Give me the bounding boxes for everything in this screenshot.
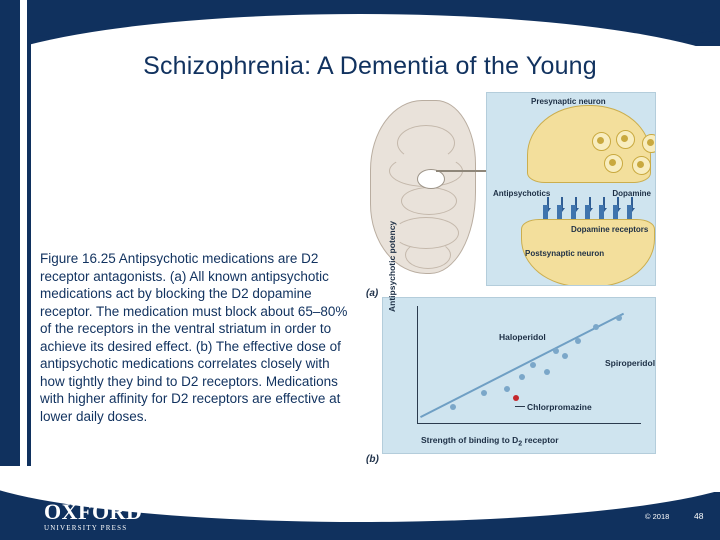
chart-y-axis (417, 306, 418, 424)
chart-plot-area (417, 306, 656, 424)
brain-fold (401, 187, 457, 215)
chart-annotation-spiroperidol: Spiroperidol (605, 358, 656, 368)
chart-point (616, 315, 622, 321)
logo-wordmark: OXFORD (44, 499, 143, 524)
left-decorative-stripe (0, 0, 27, 540)
vesicle (604, 154, 623, 173)
ventral-striatum-region (417, 169, 445, 189)
synapse-diagram (486, 92, 656, 286)
chart-annotation-chlorpromazine: Chlorpromazine (527, 402, 592, 412)
chart-point (481, 390, 487, 396)
chart-x-axis (417, 423, 641, 424)
dopamine-receptor (585, 205, 590, 219)
dopamine-receptor (557, 205, 562, 219)
chart-point (530, 362, 536, 368)
label-presynaptic-neuron: Presynaptic neuron (531, 97, 606, 106)
chart-point (575, 338, 581, 344)
vesicle (642, 134, 656, 153)
chart-point (519, 374, 525, 380)
label-antipsychotics: Antipsychotics (493, 189, 551, 198)
slide-number-footer: 48 (694, 511, 704, 521)
left-stripe-accent (27, 0, 31, 540)
chart-point (544, 369, 550, 375)
figure-panel-a (362, 92, 654, 284)
label-dopamine-receptors: Dopamine receptors (571, 225, 649, 234)
dopamine-receptor (613, 205, 618, 219)
ventral-striatum-pointer (436, 170, 486, 172)
vesicle (592, 132, 611, 151)
left-stripe-white-gap (20, 0, 27, 540)
label-postsynaptic-neuron: Postsynaptic neuron (525, 249, 605, 258)
figure-caption: Figure 16.25 Antipsychotic medications are D2 receptor antagonists. (a) All known antipsychotic medications act by blocking the D2 dopamine receptor. The medication must block about 65–80% of the receptors in the ventral striatum in order to achieve its desired effect. (b) The effective dose of antipsychotic medications correlates closely with how tightly they bind to D2 receptors. Medications with higher affinity for D2 receptors are effective at lower daily doses. (40, 251, 348, 424)
panel-a-tag: (a) (366, 288, 379, 299)
chart-point-chlorpromazine (513, 395, 519, 401)
copyright-notice: © 2018 (645, 512, 670, 521)
logo-subtext: UNIVERSITY PRESS (44, 524, 128, 532)
dopamine-receptor (571, 205, 576, 219)
chart-x-axis-label: Strength of binding to $D_2$ receptor (421, 435, 559, 448)
chart-point (562, 353, 568, 359)
chart-point (553, 348, 559, 354)
brain-fold (405, 241, 451, 269)
chart-annotation-haloperidol: Haloperidol (499, 332, 546, 342)
chart-point (504, 386, 510, 392)
panel-b-tag: (b) (366, 454, 379, 465)
vesicle (616, 130, 635, 149)
chart-y-axis-label: Antipsychotic potency (387, 220, 397, 312)
top-decorative-band (0, 0, 720, 46)
figure-container (362, 92, 654, 474)
page-title: Schizophrenia: A Dementia of the Young (143, 52, 597, 80)
vesicle (632, 156, 651, 175)
presynaptic-terminal (527, 105, 651, 183)
brain-outline (370, 100, 476, 274)
label-dopamine: Dopamine (612, 189, 651, 198)
chart-point (450, 404, 456, 410)
dopamine-receptor (627, 205, 632, 219)
oxford-university-press-logo (44, 501, 142, 532)
dopamine-receptor (543, 205, 548, 219)
brain-diagram (362, 92, 486, 284)
chart-point (593, 324, 599, 330)
dopamine-receptor (599, 205, 604, 219)
chart-annotation-leader (515, 406, 525, 407)
